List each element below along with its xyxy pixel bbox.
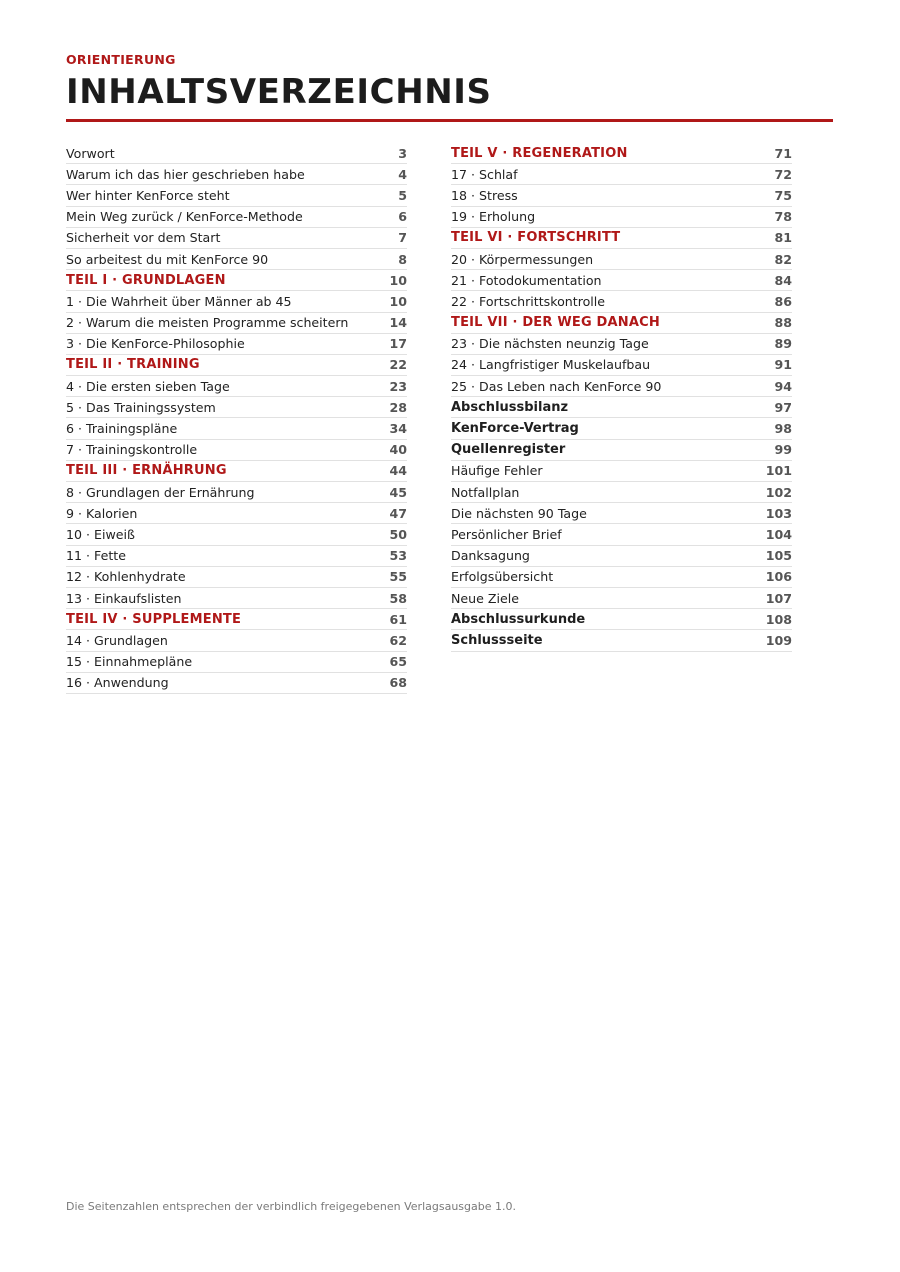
- toc-entry[interactable]: [66, 503, 407, 524]
- toc-entry[interactable]: [66, 673, 407, 694]
- toc-entry-label: 17 · Schlaf: [451, 166, 518, 182]
- toc-entry[interactable]: [451, 376, 792, 397]
- toc-page-number: 109: [765, 632, 792, 648]
- toc-page-number: 50: [389, 526, 407, 542]
- toc-entry[interactable]: [451, 461, 792, 482]
- toc-page-number: 45: [389, 484, 407, 500]
- toc-page-number: 5: [398, 187, 407, 203]
- toc-entry-label: 12 · Kohlenhydrate: [66, 569, 186, 585]
- toc-page-number: 10: [389, 272, 407, 288]
- toc-entry[interactable]: [66, 630, 407, 651]
- toc-page-number: 4: [398, 166, 407, 182]
- toc-entry[interactable]: [66, 228, 407, 249]
- toc-entry[interactable]: [451, 630, 792, 651]
- toc-page-number: 62: [389, 632, 407, 648]
- toc-part-heading[interactable]: [451, 228, 792, 249]
- toc-page-number: 10: [389, 293, 407, 309]
- toc-entry-label: So arbeitest du mit KenForce 90: [66, 251, 269, 267]
- toc-column-left: [66, 143, 407, 694]
- toc-page-number: 65: [389, 654, 407, 670]
- toc-page-number: 6: [398, 209, 407, 225]
- toc-page-number: 71: [774, 145, 792, 161]
- toc-page-number: 81: [774, 230, 792, 246]
- toc-entry-label: TEIL VI · FORTSCHRITT: [451, 230, 621, 246]
- toc-part-heading[interactable]: [66, 270, 407, 291]
- toc-entry-label: Abschlussbilanz: [451, 399, 569, 415]
- toc-part-heading[interactable]: [451, 313, 792, 334]
- toc-entry[interactable]: [451, 270, 792, 291]
- toc-entry-label: Häufige Fehler: [451, 463, 543, 479]
- toc-entry[interactable]: [451, 609, 792, 630]
- toc-entry[interactable]: [66, 440, 407, 461]
- toc-entry-label: TEIL V · REGENERATION: [451, 145, 628, 161]
- toc-entry-label: 10 · Eiweiß: [66, 526, 135, 542]
- toc-page-number: 22: [389, 357, 407, 373]
- toc-entry[interactable]: [451, 291, 792, 312]
- toc-page-number: 58: [389, 590, 407, 606]
- toc-page-number: 106: [765, 569, 792, 585]
- toc-entry[interactable]: [451, 249, 792, 270]
- toc-entry[interactable]: [66, 418, 407, 439]
- toc-entry-label: 19 · Erholung: [451, 209, 536, 225]
- toc-entry-label: TEIL VII · DER WEG DANACH: [451, 315, 660, 331]
- toc-entry[interactable]: [451, 503, 792, 524]
- toc-entry-label: 5 · Das Trainingssystem: [66, 399, 216, 415]
- toc-entry-label: 9 · Kalorien: [66, 505, 138, 521]
- toc-page-number: 99: [774, 442, 792, 458]
- toc-page-number: 17: [389, 336, 407, 352]
- toc-page-number: 75: [774, 187, 792, 203]
- toc-page-number: 86: [774, 293, 792, 309]
- toc-page-number: 103: [765, 505, 792, 521]
- toc-page-number: 44: [389, 463, 407, 479]
- toc-entry-label: Mein Weg zurück / KenForce-Methode: [66, 209, 303, 225]
- toc-entry-label: 4 · Die ersten sieben Tage: [66, 378, 230, 394]
- toc-entry-label: 16 · Anwendung: [66, 675, 169, 691]
- toc-page-number: 14: [389, 315, 407, 331]
- toc-entry-label: KenForce-Vertrag: [451, 421, 579, 437]
- toc-entry-label: 6 · Trainingspläne: [66, 421, 178, 437]
- toc-page-number: 23: [389, 378, 407, 394]
- toc-part-heading[interactable]: [451, 143, 792, 164]
- toc-entry[interactable]: [66, 185, 407, 206]
- toc-entry-label: 23 · Die nächsten neunzig Tage: [451, 336, 649, 352]
- toc-entry[interactable]: [66, 524, 407, 545]
- toc-page-number: 108: [765, 611, 792, 627]
- toc-column-right: [451, 143, 792, 652]
- toc-page-number: 34: [389, 421, 407, 437]
- toc-entry[interactable]: [451, 567, 792, 588]
- toc-entry-label: Neue Ziele: [451, 590, 520, 606]
- toc-page-number: 104: [765, 526, 792, 542]
- toc-page-number: 91: [774, 357, 792, 373]
- toc-entry[interactable]: [66, 313, 407, 334]
- toc-entry[interactable]: [451, 334, 792, 355]
- toc-page-number: 101: [765, 463, 792, 479]
- toc-entry[interactable]: [66, 376, 407, 397]
- toc-entry-label: Danksagung: [451, 548, 530, 564]
- toc-entry-label: Warum ich das hier geschrieben habe: [66, 166, 305, 182]
- toc-entry-label: 3 · Die KenForce-Philosophie: [66, 336, 245, 352]
- toc-entry-label: 20 · Körpermessungen: [451, 251, 594, 267]
- toc-page-number: 94: [774, 378, 792, 394]
- toc-entry-label: Erfolgsübersicht: [451, 569, 554, 585]
- toc-entry[interactable]: [451, 207, 792, 228]
- toc-entry-label: 15 · Einnahmepläne: [66, 654, 193, 670]
- toc-entry-label: 18 · Stress: [451, 187, 518, 203]
- toc-page-number: 84: [774, 272, 792, 288]
- toc-page-number: 102: [765, 484, 792, 500]
- toc-entry-label: Wer hinter KenForce steht: [66, 187, 230, 203]
- toc-entry-label: 21 · Fotodokumentation: [451, 272, 602, 288]
- toc-entry-label: 11 · Fette: [66, 548, 126, 564]
- toc-entry-label: Notfallplan: [451, 484, 520, 500]
- toc-entry[interactable]: [451, 355, 792, 376]
- toc-page-number: 107: [765, 590, 792, 606]
- toc-entry[interactable]: [451, 482, 792, 503]
- toc-page-number: 98: [774, 421, 792, 437]
- toc-entry[interactable]: [66, 207, 407, 228]
- toc-entry-label: Quellenregister: [451, 442, 566, 458]
- toc-entry[interactable]: [451, 397, 792, 418]
- toc-page-number: 105: [765, 548, 792, 564]
- toc-entry-label: 14 · Grundlagen: [66, 632, 168, 648]
- toc-page-number: 72: [774, 166, 792, 182]
- toc-page-number: 89: [774, 336, 792, 352]
- toc-entry[interactable]: [66, 164, 407, 185]
- toc-page-number: 78: [774, 209, 792, 225]
- toc-page-number: 3: [398, 145, 407, 161]
- toc-entry[interactable]: [66, 397, 407, 418]
- page-title: INHALTSVERZEICHNIS: [66, 72, 492, 112]
- toc-entry[interactable]: [66, 546, 407, 567]
- toc-entry-label: TEIL II · TRAINING: [66, 357, 200, 373]
- toc-entry-label: TEIL IV · SUPPLEMENTE: [66, 611, 242, 627]
- toc-entry-label: 13 · Einkaufslisten: [66, 590, 182, 606]
- toc-page-number: 68: [389, 675, 407, 691]
- toc-entry-label: 2 · Warum die meisten Programme scheitern: [66, 315, 349, 331]
- toc-entry[interactable]: [66, 588, 407, 609]
- toc-page-number: 82: [774, 251, 792, 267]
- toc-entry-label: Die nächsten 90 Tage: [451, 505, 587, 521]
- toc-entry[interactable]: [66, 567, 407, 588]
- section-eyebrow: ORIENTIERUNG: [66, 52, 176, 67]
- toc-entry-label: 8 · Grundlagen der Ernährung: [66, 484, 255, 500]
- toc-page-number: 88: [774, 315, 792, 331]
- toc-entry-label: Persönlicher Brief: [451, 526, 562, 542]
- toc-entry[interactable]: [66, 291, 407, 312]
- toc-entry[interactable]: [451, 185, 792, 206]
- toc-entry[interactable]: [451, 164, 792, 185]
- toc-page-number: 55: [389, 569, 407, 585]
- toc-page-number: 8: [398, 251, 407, 267]
- toc-entry-label: Schlussseite: [451, 632, 543, 648]
- toc-page-number: 97: [774, 399, 792, 415]
- title-divider: [66, 119, 833, 122]
- toc-page-number: 7: [398, 230, 407, 246]
- toc-entry-label: Vorwort: [66, 145, 115, 161]
- toc-entry[interactable]: [66, 143, 407, 164]
- toc-entry-label: Sicherheit vor dem Start: [66, 230, 221, 246]
- toc-entry[interactable]: [451, 418, 792, 439]
- toc-entry-label: TEIL III · ERNÄHRUNG: [66, 463, 227, 479]
- toc-part-heading[interactable]: [66, 461, 407, 482]
- toc-part-heading[interactable]: [66, 355, 407, 376]
- toc-page-number: 28: [389, 399, 407, 415]
- footer-note: Die Seitenzahlen entsprechen der verbindlich freigegebenen Verlagsausgabe 1.0.: [66, 1200, 516, 1213]
- toc-part-heading[interactable]: [66, 609, 407, 630]
- toc-entry[interactable]: [66, 334, 407, 355]
- toc-entry[interactable]: [451, 440, 792, 461]
- toc-entry-label: Abschlussurkunde: [451, 611, 586, 627]
- toc-entry[interactable]: [66, 249, 407, 270]
- toc-page-number: 40: [389, 442, 407, 458]
- toc-entry[interactable]: [451, 524, 792, 545]
- toc-entry[interactable]: [66, 652, 407, 673]
- toc-entry-label: 1 · Die Wahrheit über Männer ab 45: [66, 293, 292, 309]
- toc-page-number: 61: [389, 611, 407, 627]
- toc-entry-label: TEIL I · GRUNDLAGEN: [66, 272, 226, 288]
- toc-entry-label: 22 · Fortschrittskontrolle: [451, 293, 606, 309]
- toc-page-number: 47: [389, 505, 407, 521]
- toc-entry-label: 7 · Trainingskontrolle: [66, 442, 198, 458]
- toc-entry[interactable]: [451, 588, 792, 609]
- toc-entry[interactable]: [66, 482, 407, 503]
- toc-page-number: 53: [389, 548, 407, 564]
- toc-entry-label: 24 · Langfristiger Muskelaufbau: [451, 357, 651, 373]
- toc-entry[interactable]: [451, 546, 792, 567]
- toc-entry-label: 25 · Das Leben nach KenForce 90: [451, 378, 662, 394]
